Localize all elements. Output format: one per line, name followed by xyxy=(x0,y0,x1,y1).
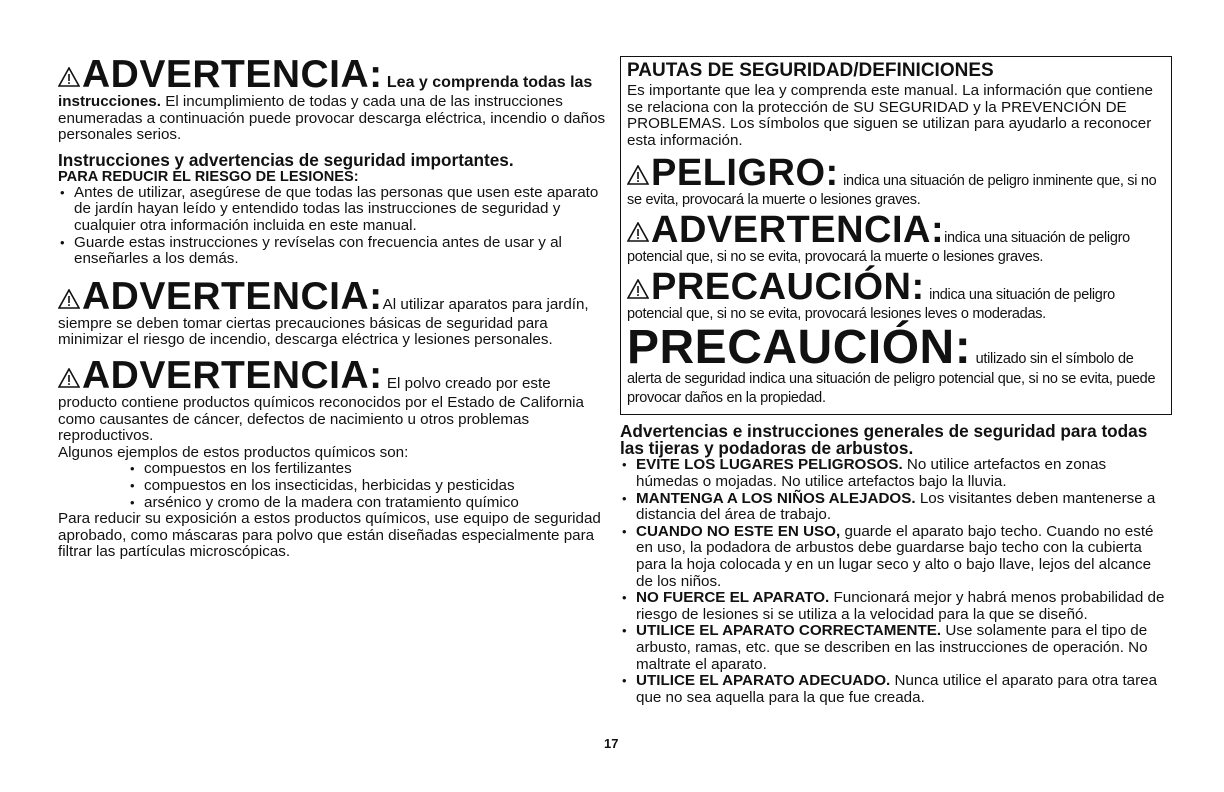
alert-triangle-icon xyxy=(58,368,80,388)
list-item: • EVITE LOS LUGARES PELIGROSOS. No utilice artefactos en zonas húmedas o mojadas. No utilice artefactos bajo la lluvia. xyxy=(620,457,1172,490)
list-item: • MANTENGA A LOS NIÑOS ALEJADOS. Los visitantes deben mantenerse a distancia del área de trabajo. xyxy=(620,491,1172,524)
warning-text: El incumplimiento de todas y cada una de las instrucciones enumeradas a continuación puede provocar descarga eléctrica, incendio o daños personales serios. xyxy=(58,93,606,144)
definition-advertencia xyxy=(627,209,1165,267)
warning-text: El polvo creado por este producto contiene productos químicos reconocidos por el Estado de California como causantes de cáncer, defectos de nacimiento u otros problemas reproductivos. xyxy=(58,374,584,445)
important-list xyxy=(58,185,606,268)
alert-triangle-icon xyxy=(58,289,80,309)
examples-intro: Algunos ejemplos de estos productos químicos son: xyxy=(58,443,409,461)
definition-word: PRECAUCIÓN: xyxy=(627,321,972,375)
warning-block-3 xyxy=(58,353,606,445)
list-item: • UTILICE EL APARATO CORRECTAMENTE. Use solamente para el tipo de arbusto, ramas, etc. que se describen en las instrucciones de operación. No maltrate el aparato. xyxy=(620,623,1172,673)
list-item: • Guarde estas instrucciones y revíselas con frecuencia antes de usar y al enseñarles a los demás. xyxy=(58,235,606,268)
exposure-closing: Para reducir su exposición a estos productos químicos, use equipo de seguridad aprobado, como máscaras para polvo que están diseñadas especialmente para filtrar las partículas microscópicas. xyxy=(58,510,601,561)
definition-peligro xyxy=(627,152,1165,210)
left-column xyxy=(58,53,606,561)
important-title: Instrucciones y advertencias de seguridad importantes. xyxy=(58,149,514,170)
warning-heading: ADVERTENCIA: xyxy=(82,353,383,397)
alert-triangle-icon xyxy=(627,279,649,299)
general-list xyxy=(620,457,1172,706)
list-item: • UTILICE EL APARATO ADECUADO. Nunca utilice el aparato para otra tarea que no sea aquella para la que fue creada. xyxy=(620,673,1172,706)
definition-text: utilizado sin el símbolo de alerta de seguridad indica una situación de peligro potencial que, si no se evita, puede provocar daños en la propiedad. xyxy=(627,351,1156,407)
definition-precaucion-no-symbol xyxy=(627,321,1165,408)
warning-block-2 xyxy=(58,274,606,349)
important-subtitle: PARA REDUCIR EL RIESGO DE LESIONES: xyxy=(58,168,359,185)
definition-text: indica una situación de peligro inminente que, si no se evita, provocará la muerte o lesiones graves. xyxy=(627,173,1157,209)
box-title: PAUTAS DE SEGURIDAD/DEFINICIONES xyxy=(627,60,994,81)
definitions-box xyxy=(620,56,1172,415)
list-item: • arsénico y cromo de la madera con tratamiento químico xyxy=(58,495,606,512)
list-item: • NO FUERCE EL APARATO. Funcionará mejor y habrá menos probabilidad de riesgo de lesiones si se utiliza a la velocidad para la que se diseñó. xyxy=(620,590,1172,623)
list-item: • Antes de utilizar, asegúrese de que todas las personas que usen este aparato de jardín hayan leído y entendido todas las instrucciones de seguridad y cualquier otra información incluida en este manual. xyxy=(58,185,606,235)
right-column xyxy=(620,56,1172,706)
warning-heading: ADVERTENCIA: xyxy=(82,53,383,96)
warning-lead: Lea y comprenda todas las xyxy=(386,74,593,91)
definition-text: indica una situación de peligro potencial que, si no se evita, provocará lesiones leves o moderadas. xyxy=(627,287,1115,323)
definition-text: indica una situación de peligro potencial que, si no se evita, provocará la muerte o lesiones graves. xyxy=(627,230,1130,266)
definition-word: PELIGRO: xyxy=(651,152,839,195)
alert-triangle-icon xyxy=(627,222,649,242)
warning-lead-2: instrucciones. xyxy=(58,93,161,110)
definition-precaucion xyxy=(627,266,1165,324)
list-item: • compuestos en los fertilizantes xyxy=(58,461,606,478)
warning-block-1 xyxy=(58,53,606,144)
page-number: 17 xyxy=(604,736,619,751)
definition-word: ADVERTENCIA: xyxy=(651,209,945,252)
general-title: Advertencias e instrucciones generales de seguridad para todas las tijeras y podadoras de arbustos. xyxy=(620,421,1148,459)
definition-word: PRECAUCIÓN: xyxy=(651,266,925,309)
warning-heading: ADVERTENCIA: xyxy=(82,274,383,318)
list-item: • CUANDO NO ESTE EN USO, guarde el aparato bajo techo. Cuando no esté en uso, la podadora de arbustos debe guardarse bajo techo con la cubierta para la hoja colocada y en un lugar seco y alto o bajo llave, lejos del alcance de los niños. xyxy=(620,524,1172,590)
examples-list xyxy=(58,461,606,511)
alert-triangle-icon xyxy=(627,165,649,185)
warning-text: Al utilizar aparatos para jardín, siempre se deben tomar ciertas precauciones básicas de seguridad para minimizar el riesgo de incendio, descarga eléctrica y lesiones personales. xyxy=(58,295,589,349)
alert-triangle-icon xyxy=(58,67,80,87)
list-item: • compuestos en los insecticidas, herbicidas y pesticidas xyxy=(58,478,606,495)
box-intro: Es importante que lea y comprenda este manual. La información que contiene se relaciona con la protección de SU SEGURIDAD y la PREVENCIÓN DE PROBLEMAS. Los símbolos que siguen se utilizan para ayudarlo a reconocer esta información. xyxy=(627,82,1153,149)
